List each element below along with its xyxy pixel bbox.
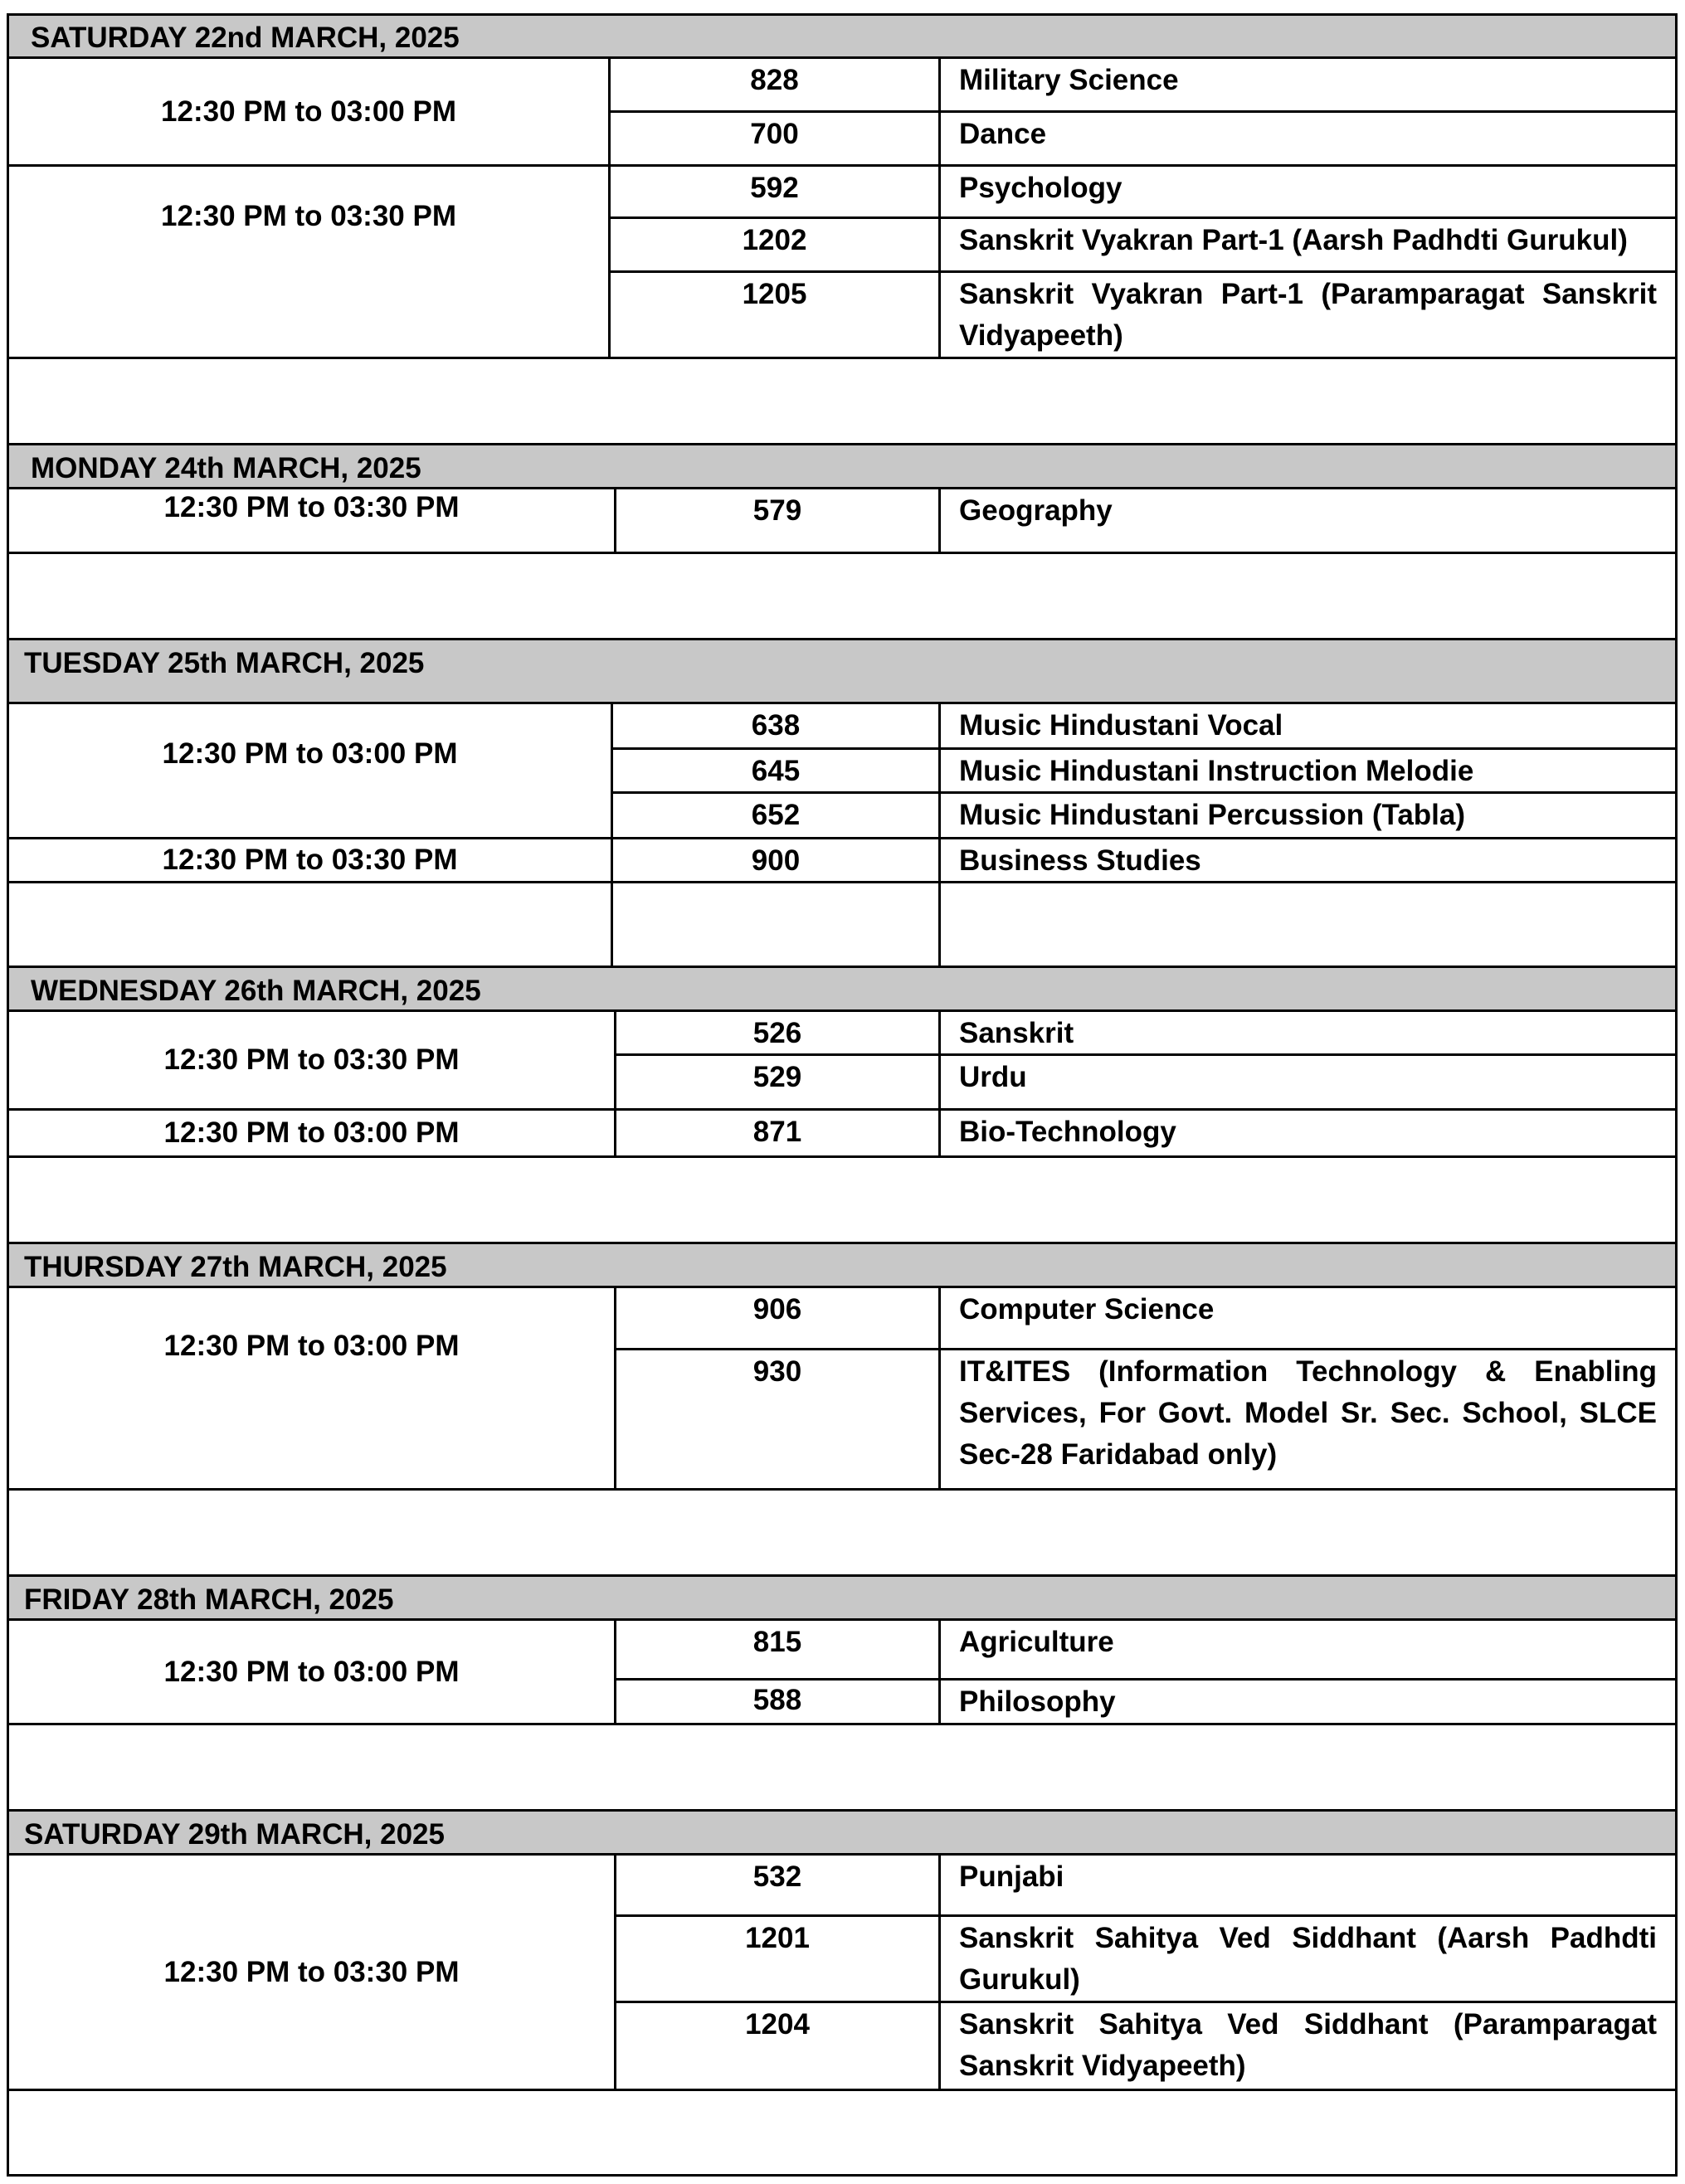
subject-name: Military Science xyxy=(959,64,1179,96)
subject-code: 588 xyxy=(616,1681,941,1723)
exam-time: 12:30 PM to 03:00 PM xyxy=(9,1621,616,1723)
subject-row xyxy=(613,750,1675,794)
subject-code: 526 xyxy=(616,1012,941,1053)
time-group xyxy=(7,1288,1678,1491)
subject-row xyxy=(616,1621,1675,1681)
subject-code: 1201 xyxy=(616,1917,941,2001)
spacer-row xyxy=(7,1725,1678,1812)
subject-code: 930 xyxy=(616,1350,941,1488)
subject-name: Agriculture xyxy=(959,1626,1114,1658)
subject-name: Urdu xyxy=(959,1061,1027,1093)
subject-row xyxy=(613,839,1675,881)
subject-row xyxy=(616,1111,1675,1155)
subject-name: Music Hindustani Instruction Melodie xyxy=(959,755,1474,787)
day-label: WEDNESDAY 26th MARCH, 2025 xyxy=(31,975,481,1007)
day-header xyxy=(7,1577,1678,1621)
day-label: FRIDAY 28th MARCH, 2025 xyxy=(24,1583,394,1616)
subject-row xyxy=(616,1917,1675,2003)
subject-code: 1202 xyxy=(611,219,941,270)
day-header xyxy=(7,640,1678,704)
subject-name: Business Studies xyxy=(959,844,1201,877)
subject-row xyxy=(616,2003,1675,2089)
spacer-row xyxy=(7,359,1678,445)
time-group xyxy=(7,59,1678,167)
subject-code: 652 xyxy=(613,794,941,837)
subject-row xyxy=(616,489,1675,552)
subject-row xyxy=(611,59,1675,113)
subject-name: Punjabi xyxy=(959,1861,1064,1893)
subject-name: Psychology xyxy=(959,172,1123,204)
subject-code: 1205 xyxy=(611,273,941,357)
time-group xyxy=(7,1012,1678,1111)
subject-code: 1204 xyxy=(616,2003,941,2089)
subject-name: Bio-Technology xyxy=(959,1116,1176,1148)
subject-code: 828 xyxy=(611,59,941,110)
subject-code: 871 xyxy=(616,1111,941,1155)
subject-name: Sanskrit Vyakran Part-1 (Aarsh Padhdti Gurukul) xyxy=(959,224,1628,256)
subject-code: 532 xyxy=(616,1856,941,1914)
subject-row xyxy=(613,794,1675,837)
subject-row xyxy=(616,1012,1675,1056)
subject-name: IT&ITES (Information Technology & Enabling Services, For Govt. Model Sr. Sec. School, SLCE Sec-28 Faridabad only) xyxy=(959,1355,1657,1471)
subject-row xyxy=(616,1056,1675,1108)
exam-time: 12:30 PM to 03:30 PM xyxy=(9,839,613,881)
subject-code: 592 xyxy=(611,167,941,216)
exam-time: 12:30 PM to 03:00 PM xyxy=(9,1111,616,1155)
time-group xyxy=(7,839,1678,883)
subject-code: 529 xyxy=(616,1056,941,1108)
day-header xyxy=(7,1244,1678,1288)
time-group xyxy=(7,1111,1678,1158)
subject-name: Music Hindustani Vocal xyxy=(959,709,1283,742)
subject-name: Music Hindustani Percussion (Tabla) xyxy=(959,799,1466,831)
spacer-row xyxy=(7,2091,1678,2177)
exam-time: 12:30 PM to 03:30 PM xyxy=(9,489,616,552)
subject-code: 815 xyxy=(616,1621,941,1678)
subject-row xyxy=(611,167,1675,219)
exam-time: 12:30 PM to 03:30 PM xyxy=(9,1856,616,2089)
day-label: MONDAY 24th MARCH, 2025 xyxy=(31,452,421,484)
time-group xyxy=(7,489,1678,554)
subject-code: 906 xyxy=(616,1288,941,1348)
day-label: THURSDAY 27th MARCH, 2025 xyxy=(24,1251,447,1283)
subject-row xyxy=(611,113,1675,164)
exam-time: 12:30 PM to 03:30 PM xyxy=(9,1012,616,1108)
exam-time: 12:30 PM to 03:30 PM xyxy=(9,167,611,357)
subject-row xyxy=(611,273,1675,357)
subject-code: 900 xyxy=(613,839,941,881)
day-label: SATURDAY 29th MARCH, 2025 xyxy=(24,1818,445,1851)
subject-name: Sanskrit Vyakran Part-1 (Paramparagat Sanskrit Vidyapeeth) xyxy=(959,278,1657,352)
time-group xyxy=(7,1621,1678,1725)
subject-code: 645 xyxy=(613,750,941,791)
subject-row xyxy=(613,704,1675,750)
day-header xyxy=(7,445,1678,489)
subject-name: Sanskrit Sahitya Ved Siddhant (Aarsh Padhdti Gurukul) xyxy=(959,1922,1657,1996)
subject-code: 700 xyxy=(611,113,941,164)
day-header xyxy=(7,968,1678,1012)
subject-code: 638 xyxy=(613,704,941,747)
spacer-row xyxy=(7,1158,1678,1244)
exam-time: 12:30 PM to 03:00 PM xyxy=(9,1288,616,1488)
time-group xyxy=(7,704,1678,839)
spacer-row xyxy=(7,554,1678,640)
exam-time: 12:30 PM to 03:00 PM xyxy=(9,704,613,837)
time-group xyxy=(7,1856,1678,2091)
time-group xyxy=(7,167,1678,359)
day-label: SATURDAY 22nd MARCH, 2025 xyxy=(31,22,460,54)
subject-row xyxy=(611,219,1675,273)
day-label: TUESDAY 25th MARCH, 2025 xyxy=(24,647,425,679)
subject-row xyxy=(616,1681,1675,1723)
subject-row xyxy=(616,1350,1675,1488)
subject-name: Sanskrit Sahitya Ved Siddhant (Paramparagat Sanskrit Vidyapeeth) xyxy=(959,2008,1657,2082)
subject-name: Computer Science xyxy=(959,1293,1215,1325)
spacer-row xyxy=(7,1491,1678,1577)
subject-row xyxy=(616,1288,1675,1350)
subject-name: Dance xyxy=(959,118,1047,150)
spacer-row xyxy=(7,883,1678,968)
day-header xyxy=(7,13,1678,59)
subject-code: 579 xyxy=(616,489,941,552)
subject-name: Sanskrit xyxy=(959,1017,1074,1049)
day-header xyxy=(7,1812,1678,1856)
subject-name: Geography xyxy=(959,494,1113,527)
subject-row xyxy=(616,1856,1675,1917)
subject-name: Philosophy xyxy=(959,1685,1116,1718)
exam-schedule-table xyxy=(7,13,1678,2177)
exam-time: 12:30 PM to 03:00 PM xyxy=(9,59,611,164)
